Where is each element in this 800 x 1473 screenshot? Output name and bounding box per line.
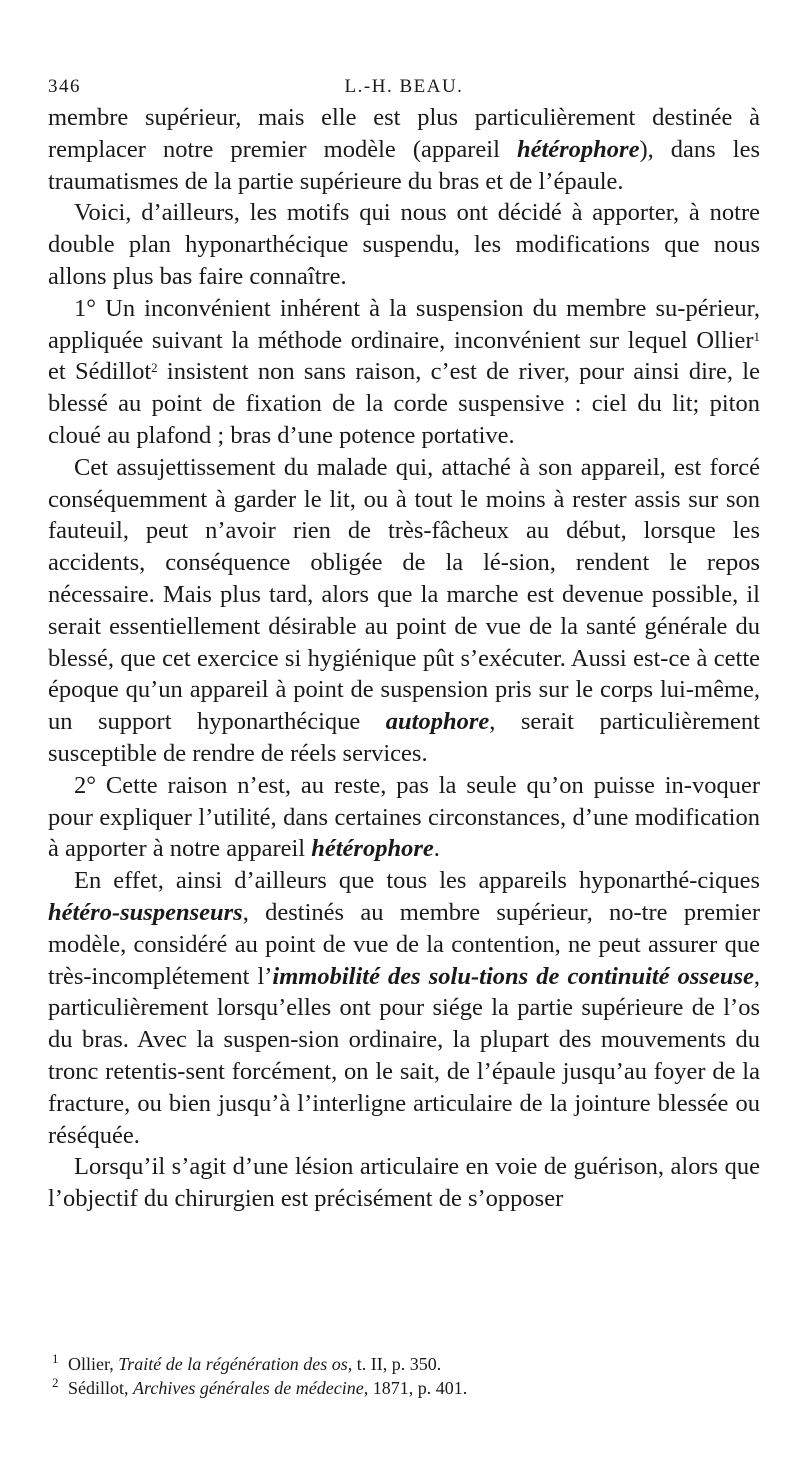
body-text bbox=[48, 102, 760, 1215]
italic-span: hétérophore bbox=[516, 135, 640, 163]
footnote: $^1$ Ollier, Traité de la régénération des os, t. II, p. 350. bbox=[52, 1351, 442, 1374]
italic-span: hétérophore bbox=[311, 835, 434, 863]
paragraph bbox=[48, 102, 760, 197]
text-span: 1° Un inconvénient inhérent à la suspension du membre su-périeur, appliquée suivant la méthode ordinaire, inconvénient sur lequel Ollier bbox=[48, 294, 760, 354]
text-span: insistent non sans raison, c’est de river, pour ainsi dire, le blessé au point de fixation de la corde suspensive : ciel du lit; piton cloué au plafond ; bras d’une potence portative. bbox=[48, 358, 760, 449]
text-span: Cet assujettissement du malade qui, attaché à son appareil, est forcé conséquemment à garder le lit, ou à tout le moins à rester assis sur son fauteuil, peut n’avoir rien de très-fâcheux au début, lorsque les accidents, conséquence obligée de la lé-sion, rendent le repos nécessaire. Mais plus tard, alors que la marche est devenue possible, il serait essentiellement désirable au point de vue de la santé générale du blessé, que cet exercice si hygiénique pût s’exécuter. Aussi est-ce à cette époque qu’un appareil à point de suspension pris sur le corps lui-même, un support hyponarthécique bbox=[48, 453, 760, 736]
paragraph bbox=[48, 293, 760, 452]
italic-span: hétéro-suspenseurs bbox=[48, 898, 243, 926]
footnote-reference: 2 bbox=[151, 360, 158, 376]
paragraph bbox=[48, 770, 760, 865]
text-span: membre supérieur, mais elle est plus particulièrement destinée à remplacer notre premier modèle (appareil bbox=[48, 104, 760, 163]
italic-span: immobilité des solu-tions de continuité osseuse bbox=[272, 962, 754, 990]
text-span: , t. II, p. 350. bbox=[347, 1354, 442, 1374]
book-page bbox=[48, 72, 760, 1215]
text-span: Sédillot, bbox=[68, 1378, 134, 1398]
text-span: ), dans les traumatismes de la partie supérieure du bras et de l’épaule. bbox=[48, 135, 760, 195]
text-span: , destinés au membre supérieur, no-tre premier modèle, considéré au point de vue de la contention, ne peut assurer que très-incomplétement l’ bbox=[48, 898, 760, 990]
text-span: 2° Cette raison n’est, au reste, pas la seule qu’on puisse in-voquer pour expliquer l’utilité, dans certaines circonstances, d’une modification à apporter à notre appareil bbox=[48, 771, 760, 863]
footnote-reference: 1 bbox=[753, 328, 760, 344]
paragraph bbox=[48, 1151, 760, 1215]
page-number: 346 bbox=[48, 76, 81, 97]
text-span: et Sédillot bbox=[48, 358, 152, 386]
footnotes bbox=[52, 1351, 730, 1400]
text-span: Ollier, bbox=[68, 1354, 119, 1374]
paragraph bbox=[48, 197, 760, 292]
text-span: Lorsqu’il s’agit d’une lésion articulaire en voie de guérison, alors que l’objectif du chirurgien est précisément de s’opposer bbox=[48, 1153, 760, 1213]
italic-span: autophore bbox=[385, 708, 490, 736]
italic-span: Traité de la régénération des os bbox=[118, 1354, 348, 1374]
text-span: Voici, d’ailleurs, les motifs qui nous ont décidé à apporter, à notre double plan hyponarthécique suspendu, les modifications que nous allons plus bas faire connaître. bbox=[48, 199, 760, 290]
text-span: . bbox=[433, 835, 440, 863]
text-span: , 1871, p. 401. bbox=[363, 1378, 468, 1398]
footnote: $^2$ Sédillot, Archives générales de médecine, 1871, p. 401. bbox=[52, 1375, 468, 1398]
paragraph bbox=[48, 865, 760, 1151]
paragraph bbox=[48, 452, 760, 770]
running-head bbox=[48, 72, 760, 100]
text-span: , serait particulièrement susceptible de rendre de réels services. bbox=[48, 708, 760, 767]
italic-span: Archives générales de médecine bbox=[133, 1378, 364, 1398]
text-span: En effet, ainsi d’ailleurs que tous les appareils hyponarthé-ciques bbox=[74, 867, 760, 895]
text-span: , particulièrement lorsqu’elles ont pour siége la partie supérieure de l’os du bras. Avec la suspen-sion ordinaire, la plupart des mouvements du tronc retentis-sent forcément, on le sait, de l’épaule jusqu’au foyer de la fracture, ou bien jusqu’à l’interligne articulaire de la jointure blessée ou réséquée. bbox=[48, 962, 760, 1149]
running-head-title: L.-H. BEAU. bbox=[344, 76, 464, 97]
